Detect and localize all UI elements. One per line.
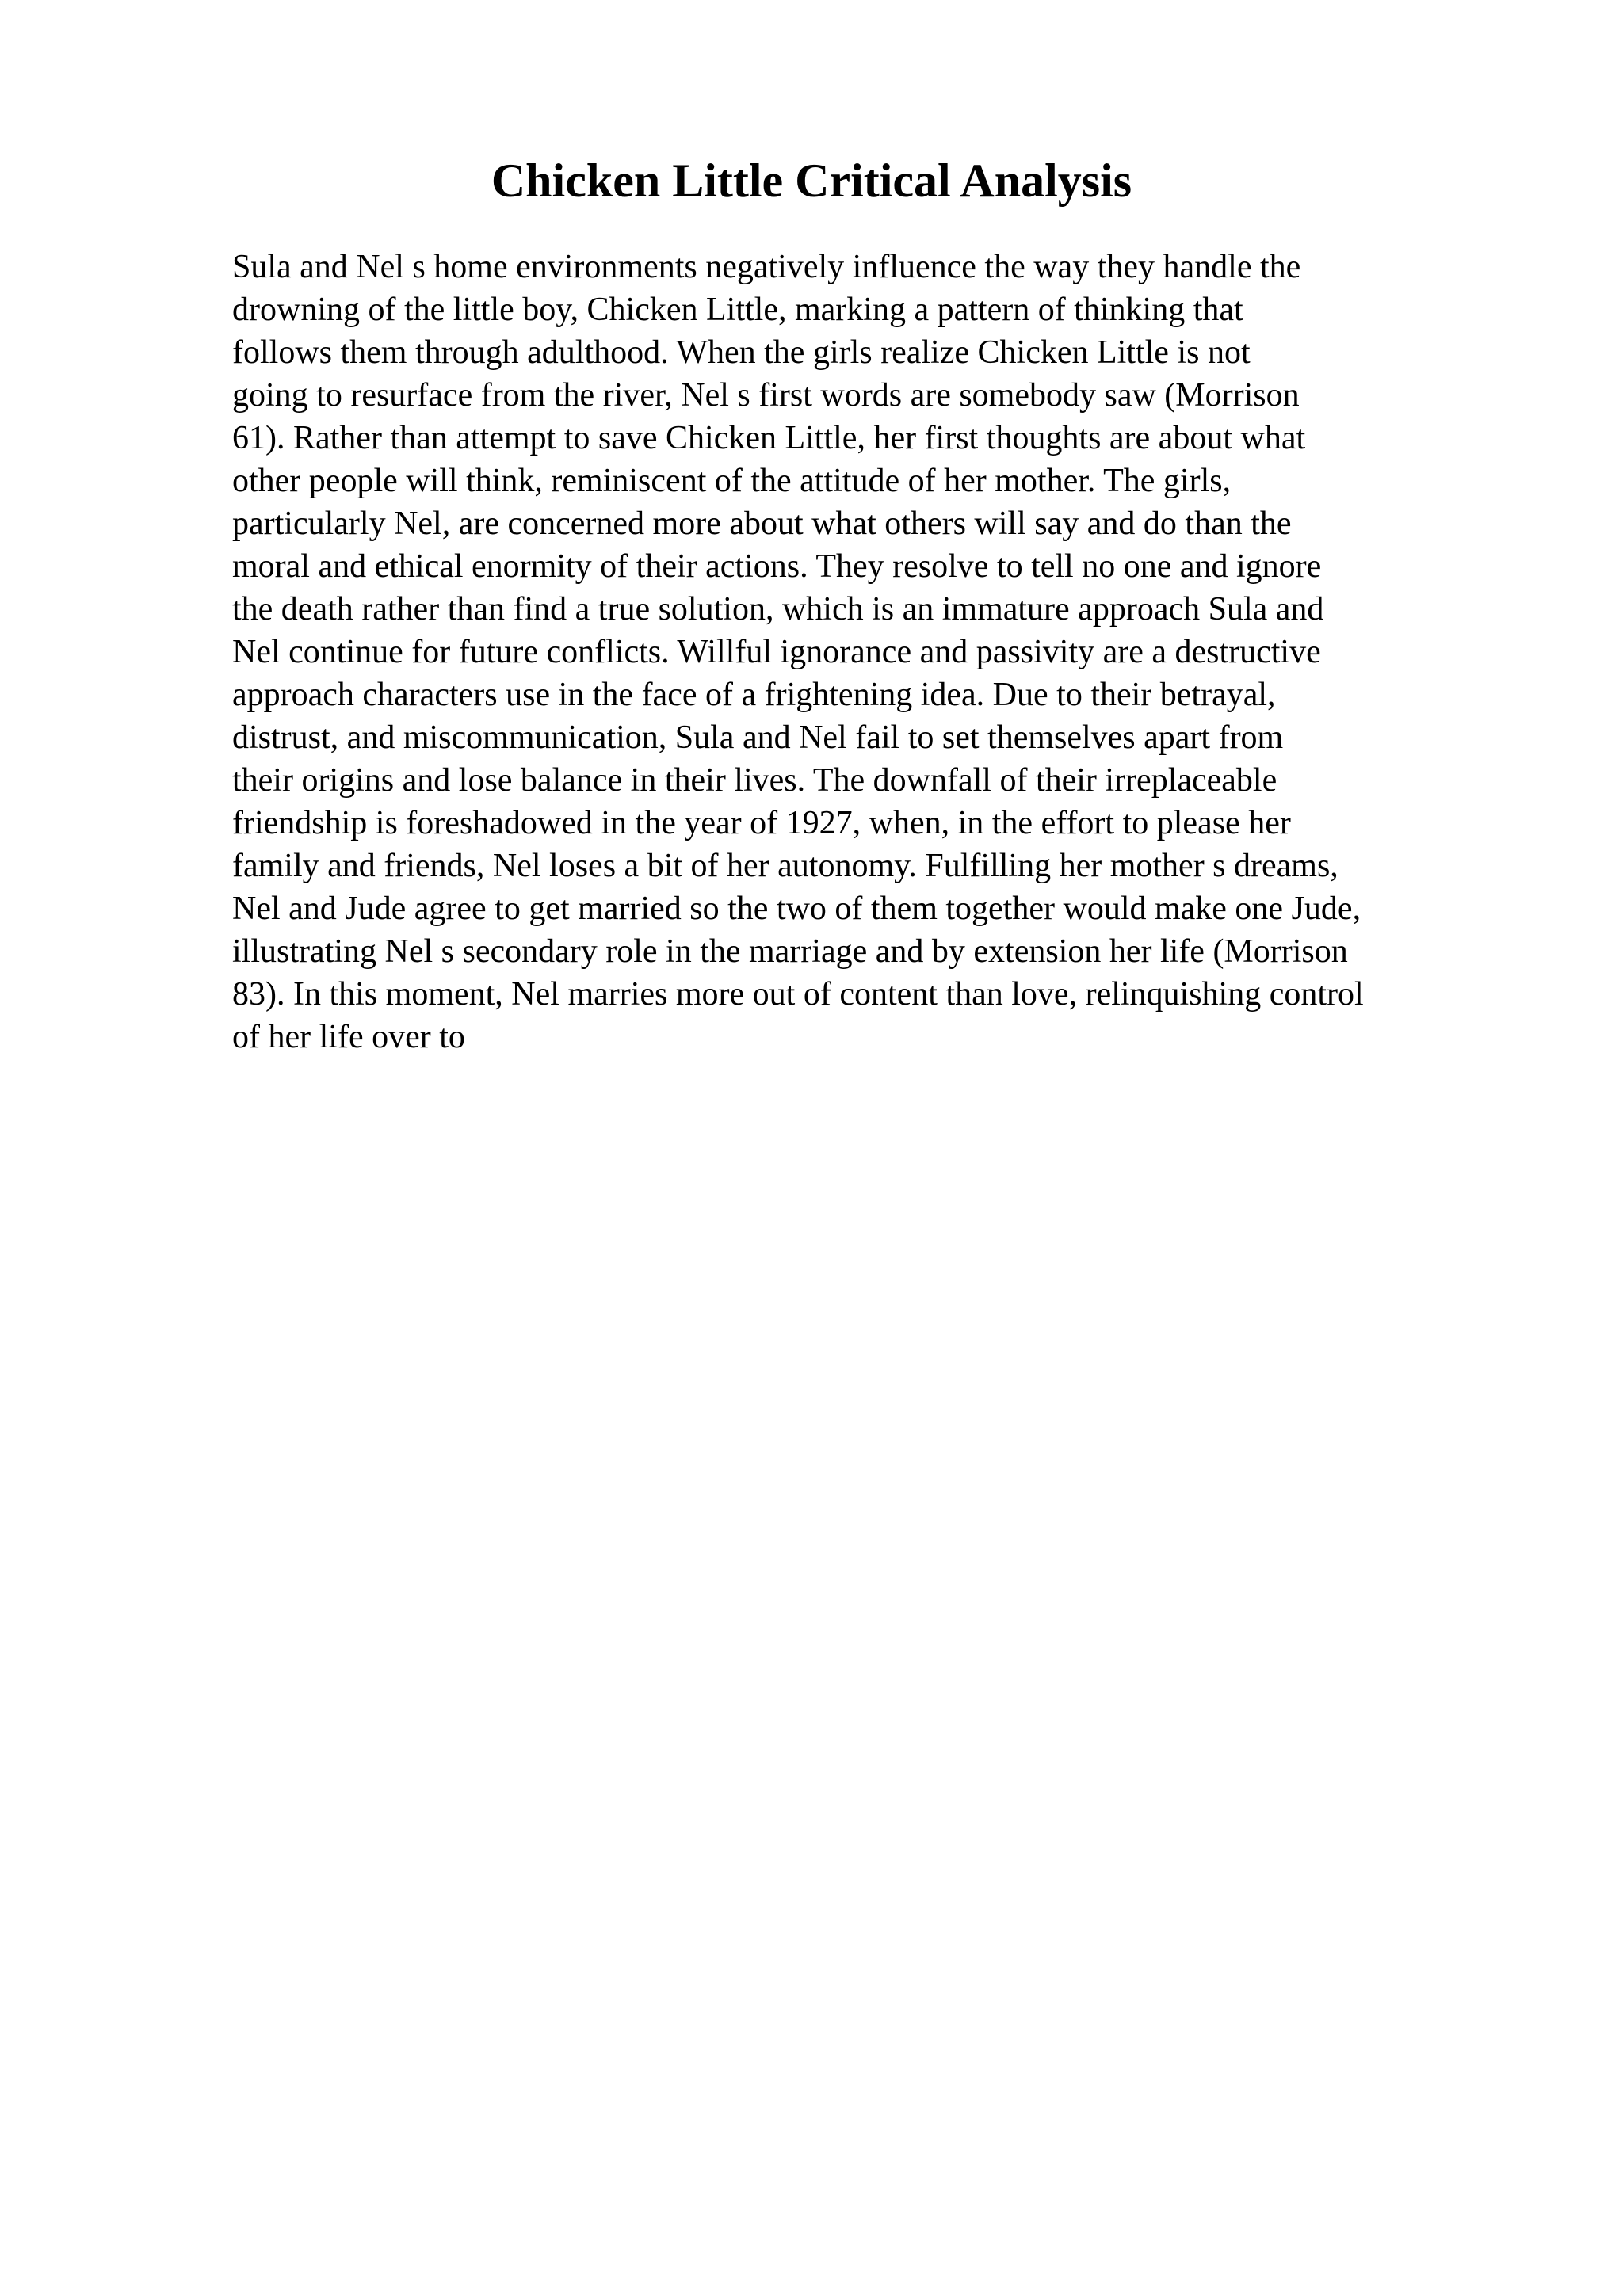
body-line: family and friends, Nel loses a bit of her autonomy. Fulfilling her mother s dreams, xyxy=(232,848,1338,884)
body-line: distrust, and miscommunication, Sula and Nel fail to set themselves apart from xyxy=(232,719,1284,756)
body-line: 61). Rather than attempt to save Chicken Little, her first thoughts are about what xyxy=(232,420,1306,456)
body-line: their origins and lose balance in their lives. The downfall of their irreplaceable xyxy=(232,762,1277,799)
document-body xyxy=(232,246,1500,1058)
body-line: moral and ethical enormity of their actions. They resolve to tell no one and ignore xyxy=(232,548,1322,585)
body-line: of her life over to xyxy=(232,1019,465,1055)
body-line: Nel continue for future conflicts. Willful ignorance and passivity are a destructive xyxy=(232,634,1321,670)
body-line: friendship is foreshadowed in the year of 1927, when, in the effort to please her xyxy=(232,805,1291,841)
body-line: Sula and Nel s home environments negatively influence the way they handle the xyxy=(232,249,1301,285)
body-line: other people will think, reminiscent of the attitude of her mother. The girls, xyxy=(232,463,1232,499)
body-line: Nel and Jude agree to get married so the two of them together would make one Jude, xyxy=(232,891,1361,927)
body-line: particularly Nel, are concerned more about what others will say and do than the xyxy=(232,505,1292,542)
body-line: illustrating Nel s secondary role in the marriage and by extension her life (Morrison xyxy=(232,933,1348,970)
body-line: follows them through adulthood. When the girls realize Chicken Little is not xyxy=(232,334,1251,371)
body-line: approach characters use in the face of a frightening idea. Due to their betrayal, xyxy=(232,677,1276,713)
body-line: 83). In this moment, Nel marries more out of content than love, relinquishing control xyxy=(232,976,1364,1013)
body-line: the death rather than find a true solution, which is an immature approach Sula and xyxy=(232,591,1324,627)
body-line: drowning of the little boy, Chicken Little, marking a pattern of thinking that xyxy=(232,292,1243,328)
body-line: going to resurface from the river, Nel s first words are somebody saw (Morrison xyxy=(232,377,1300,414)
document-title: Chicken Little Critical Analysis xyxy=(491,154,1132,207)
